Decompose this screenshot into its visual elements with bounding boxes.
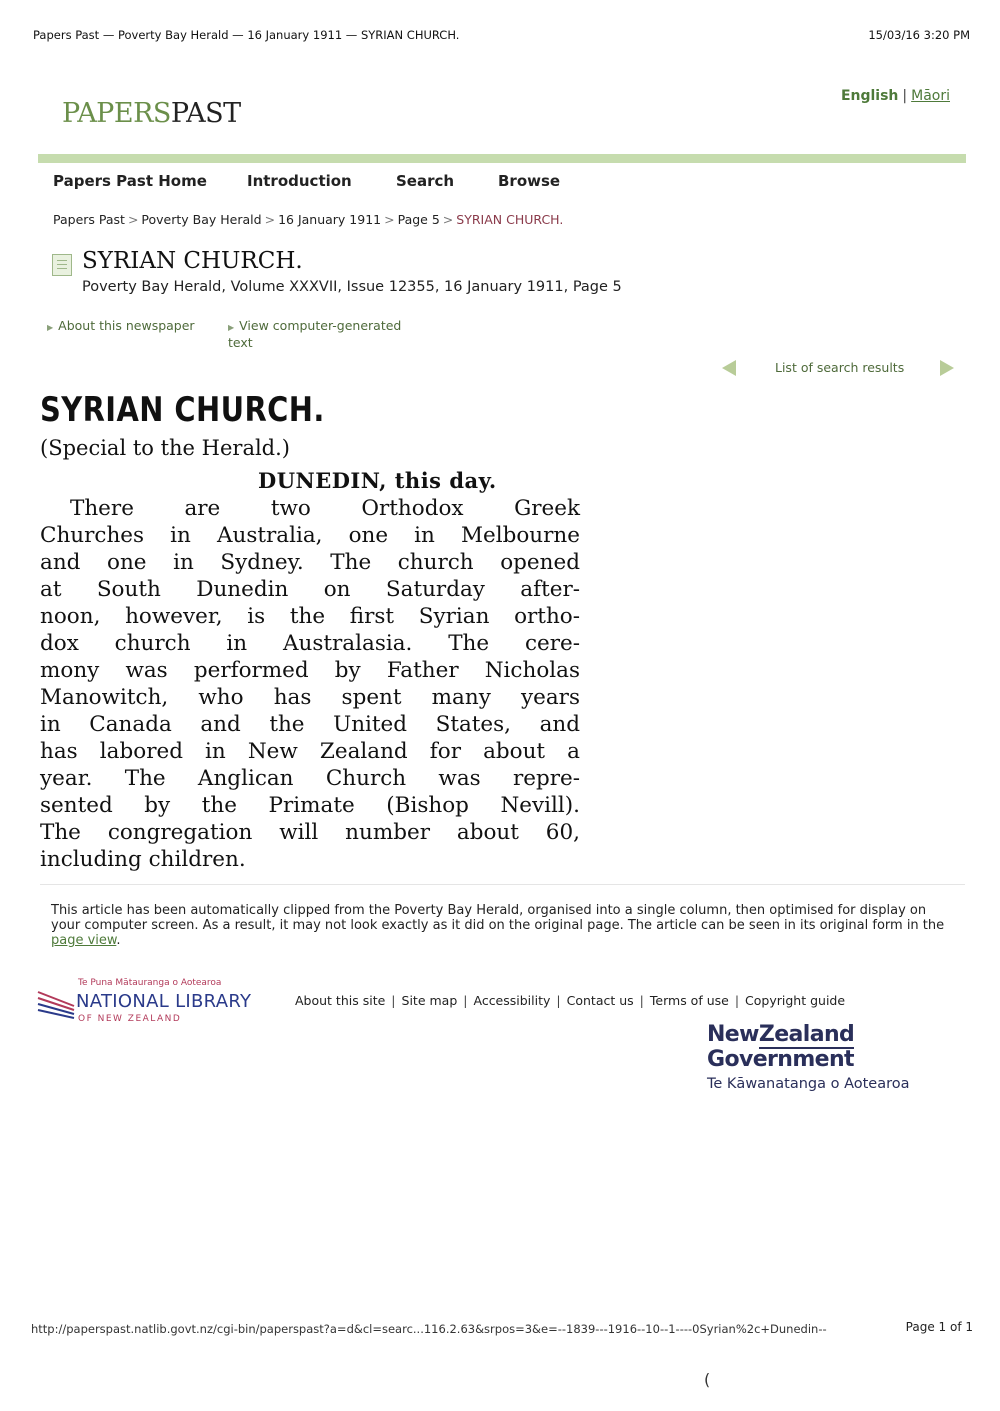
triangle-bullet-icon: ▶ — [228, 323, 235, 332]
logo-past: PAST — [170, 98, 241, 129]
clipping-line: and one in Sydney. The church opened — [40, 550, 580, 575]
clipping-line: including children. — [40, 847, 246, 872]
next-result-arrow-icon[interactable] — [940, 360, 954, 376]
paperspast-logo[interactable] — [62, 98, 241, 129]
scan-mark: ( — [704, 1370, 711, 1389]
clipping-line: has labored in New Zealand for about a — [40, 739, 580, 764]
previous-result-arrow-icon[interactable] — [722, 360, 736, 376]
article-title: SYRIAN CHURCH. — [82, 248, 303, 274]
clipping-dateline: DUNEDIN, this day. — [258, 468, 497, 493]
nzgov-word-new: New — [707, 1022, 759, 1047]
breadcrumb-newspaper[interactable]: Poverty Bay Herald — [141, 212, 262, 227]
clipping-line: year. The Anglican Church was repre- — [40, 766, 580, 791]
breadcrumb-current: SYRIAN CHURCH. — [456, 212, 564, 227]
print-footer-page-number: Page 1 of 1 — [905, 1320, 973, 1334]
clipping-line: in Canada and the United States, and — [40, 712, 580, 737]
print-header-title: Papers Past — Poverty Bay Herald — 16 January 1911 — SYRIAN CHURCH. — [33, 28, 460, 42]
clipping-line: The congregation will number about 60, — [40, 820, 580, 845]
content-divider — [40, 884, 965, 885]
nzgov-name — [707, 1022, 1000, 1072]
clipping-disclaimer — [51, 903, 951, 948]
nzgov-word-zealand: Zealand — [758, 1022, 855, 1047]
natlib-country: OF NEW ZEALAND — [78, 1014, 182, 1024]
list-search-results-link[interactable]: List of search results — [775, 360, 905, 375]
header-divider-bar — [38, 154, 966, 163]
footer-accessibility-link[interactable]: Accessibility — [473, 993, 551, 1008]
clipping-line: noon, however, is the first Syrian ortho- — [40, 604, 580, 629]
nav-browse-link[interactable]: Browse — [498, 172, 561, 190]
footer-contact-link[interactable]: Contact us — [566, 993, 634, 1008]
natlib-wing-icon — [36, 988, 76, 1020]
language-switcher — [841, 88, 950, 104]
clipping-line: dox church in Australasia. The cere- — [40, 631, 580, 656]
footer-sitemap-link[interactable]: Site map — [401, 993, 458, 1008]
footer-terms-link[interactable]: Terms of use — [649, 993, 729, 1008]
nz-government-logo[interactable] — [707, 1022, 1000, 1092]
clipping-line: mony was performed by Father Nicholas — [40, 658, 580, 683]
clipping-line: sented by the Primate (Bishop Nevill). — [40, 793, 580, 818]
language-english-link[interactable]: English — [840, 88, 899, 104]
breadcrumb-separator: > — [442, 212, 454, 227]
article-citation: Poverty Bay Herald, Volume XXXVII, Issue 12355, 16 January 1911, Page 5 — [82, 279, 622, 295]
nav-introduction-link[interactable]: Introduction — [247, 172, 352, 190]
view-computer-text-link[interactable] — [228, 318, 428, 350]
about-newspaper-link[interactable] — [47, 318, 195, 333]
nzgov-word-government: Government — [707, 1047, 854, 1072]
clipping-line: at South Dunedin on Saturday after- — [40, 577, 580, 602]
print-header-timestamp: 15/03/16 3:20 PM — [868, 28, 970, 42]
view-text-label-2: text — [228, 335, 253, 350]
natlib-maori-name: Te Puna Mātauranga o Aotearoa — [78, 978, 222, 988]
clipping-line: Churches in Australia, one in Melbourne — [40, 523, 580, 548]
disclaimer-text: This article has been automatically clipped from the Poverty Bay Herald, organised into a single column, then optimised for display on your computer screen. As a result, it may not look exactly as it did on the original page. The article can be seen in its original form in the — [51, 903, 945, 933]
print-footer-url: http://paperspast.natlib.govt.nz/cgi-bin/paperspast?a=d&cl=searc...116.2.63&srpos=3&e=--1839---1916--10--1----0Syrian%2c+Dunedin-- — [31, 1322, 827, 1336]
clipping-special: (Special to the Herald.) — [40, 436, 290, 460]
national-library-logo[interactable] — [36, 978, 281, 1028]
breadcrumb-separator: > — [384, 212, 395, 227]
breadcrumb-papers-past[interactable]: Papers Past — [53, 212, 125, 227]
clipping-line: There are two Orthodox Greek — [70, 496, 580, 521]
breadcrumb-date[interactable]: 16 January 1911 — [278, 212, 382, 227]
document-icon — [52, 254, 72, 276]
footer-copyright-link[interactable]: Copyright guide — [745, 993, 846, 1008]
nzgov-maori-name: Te Kāwanatanga o Aotearoa — [707, 1076, 910, 1092]
language-separator: | — [902, 88, 908, 104]
natlib-name: NATIONAL LIBRARY — [76, 991, 252, 1012]
view-text-label-1: View computer-generated — [239, 318, 402, 333]
clipping-line: Manowitch, who has spent many years — [40, 685, 580, 710]
footer-links: About this site | Site map | Accessibility | Contact us | Terms of use | Copyright guide — [295, 993, 846, 1008]
triangle-bullet-icon: ▶ — [47, 323, 54, 332]
clipping-headline: SYRIAN CHURCH. — [40, 390, 325, 430]
about-newspaper-label: About this newspaper — [58, 318, 195, 333]
disclaimer-end: . — [116, 933, 121, 948]
clipping-body — [40, 495, 580, 873]
page-view-link[interactable]: page view — [51, 933, 117, 948]
nav-search-link[interactable]: Search — [396, 172, 455, 190]
footer-about-link[interactable]: About this site — [295, 993, 386, 1008]
nav-home-link[interactable]: Papers Past Home — [53, 172, 207, 190]
breadcrumb-page[interactable]: Page 5 — [397, 212, 440, 227]
breadcrumb-separator: > — [127, 212, 139, 227]
search-results-nav — [718, 356, 958, 382]
article-clipping-image — [40, 390, 580, 873]
breadcrumb-separator: > — [264, 212, 276, 227]
breadcrumb — [53, 212, 563, 227]
logo-papers: PAPERS — [62, 98, 171, 129]
language-maori-link[interactable]: Māori — [911, 88, 950, 104]
